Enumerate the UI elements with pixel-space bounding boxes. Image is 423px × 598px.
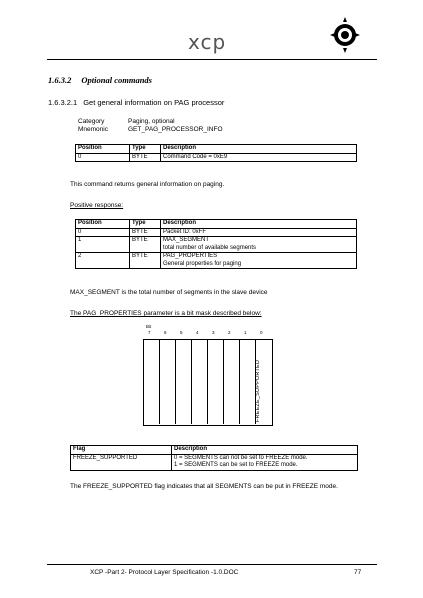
bit-number: 1 <box>244 330 247 335</box>
command-table <box>75 144 357 162</box>
header-type: Type <box>130 145 161 154</box>
cell-flag: FREEZE_SUPPORTED <box>71 454 172 470</box>
category-label: Category <box>78 118 105 125</box>
cell-position: 0 <box>76 153 130 162</box>
cell-description <box>172 454 358 470</box>
bit-number: 7 <box>148 330 151 335</box>
cell-type: BYTE <box>130 253 161 269</box>
header-rule <box>47 59 377 60</box>
desc-line: total number of available segments <box>163 244 257 251</box>
bit-number: 5 <box>180 330 183 335</box>
mnemonic-value: GET_PAG_PROCESSOR_INFO <box>128 126 223 133</box>
bit-cell <box>207 339 224 424</box>
intro-paragraph: This command returns general information on paging. <box>70 181 225 188</box>
bit-cell <box>239 339 256 424</box>
table-header-row <box>71 446 358 455</box>
cell-position: 1 <box>76 237 130 253</box>
desc-line: 1 = SEGMENTS can be set to FREEZE mode. <box>174 462 298 468</box>
cell-position: 2 <box>76 253 130 269</box>
table-header-row <box>76 145 357 154</box>
header-description: Description <box>172 446 358 455</box>
cell-type: BYTE <box>130 153 161 162</box>
header-description: Description <box>161 220 357 229</box>
table-header-row <box>76 220 357 229</box>
table-row <box>71 454 358 470</box>
header-position: Position <box>76 220 130 229</box>
max-segment-paragraph: MAX_SEGMENT is the total number of segments in the slave device <box>70 289 268 296</box>
bit-cell <box>143 339 160 424</box>
flag-table <box>70 445 358 471</box>
cell-description <box>161 228 357 237</box>
emblem-icon <box>329 16 361 54</box>
section-heading: 1.6.3.2 Optional commands <box>48 75 152 85</box>
page-number: 77 <box>354 569 362 576</box>
pag-properties-paragraph: The PAG_PROPERTIES parameter is a bit mask described below: <box>70 310 262 317</box>
bit-number: 2 <box>228 330 231 335</box>
footer-text: XCP -Part 2- Protocol Layer Specification -1.0.DOC <box>90 569 239 576</box>
desc-line: General properties for paging <box>163 260 242 267</box>
header-position: Position <box>76 145 130 154</box>
freeze-supported-bit-label: FREEZE_SUPPORTED <box>255 359 261 422</box>
bit-number: 6 <box>164 330 167 335</box>
cell-description <box>161 253 357 269</box>
mnemonic-label: Mnemonic <box>78 126 108 133</box>
bit-number: 4 <box>196 330 199 335</box>
bit-cell <box>223 339 240 424</box>
header-flag: Flag <box>71 446 172 455</box>
desc-line: Packet ID: 0xFF <box>163 228 207 235</box>
bit-number: 3 <box>212 330 215 335</box>
table-row <box>76 237 357 253</box>
bit-cell <box>191 339 208 424</box>
cell-position: 0 <box>76 228 130 237</box>
bit-cell <box>175 339 192 424</box>
bit-cell <box>159 339 176 424</box>
table-row <box>76 228 357 237</box>
bit-number: 0 <box>260 330 263 335</box>
subsection-heading: 1.6.3.2.1 Get general information on PAG processor <box>48 98 225 107</box>
table-row <box>76 153 357 162</box>
positive-response-label: Positive response: <box>70 202 124 209</box>
cell-type: BYTE <box>130 228 161 237</box>
desc-line: MAX_SEGMENT <box>163 237 210 243</box>
cell-description <box>161 237 357 253</box>
footer-rule <box>47 564 377 565</box>
category-value: Paging, optional <box>128 118 175 125</box>
bit-label: Bit <box>146 324 152 329</box>
cell-description: Command Code = 0xE9 <box>161 153 357 162</box>
response-table <box>75 219 357 269</box>
desc-line: PAG_PROPERTIES <box>163 253 218 259</box>
header-description: Description <box>161 145 357 154</box>
desc-line: 0 = SEGMENTS can not be set to FREEZE mode. <box>174 454 308 461</box>
header-type: Type <box>130 220 161 229</box>
table-row <box>76 253 357 269</box>
freeze-paragraph: The FREEZE_SUPPORTED flag indicates that all SEGMENTS can be put in FREEZE mode. <box>70 483 338 490</box>
cell-type: BYTE <box>130 237 161 253</box>
xcp-logo-text: xcp <box>188 30 227 54</box>
